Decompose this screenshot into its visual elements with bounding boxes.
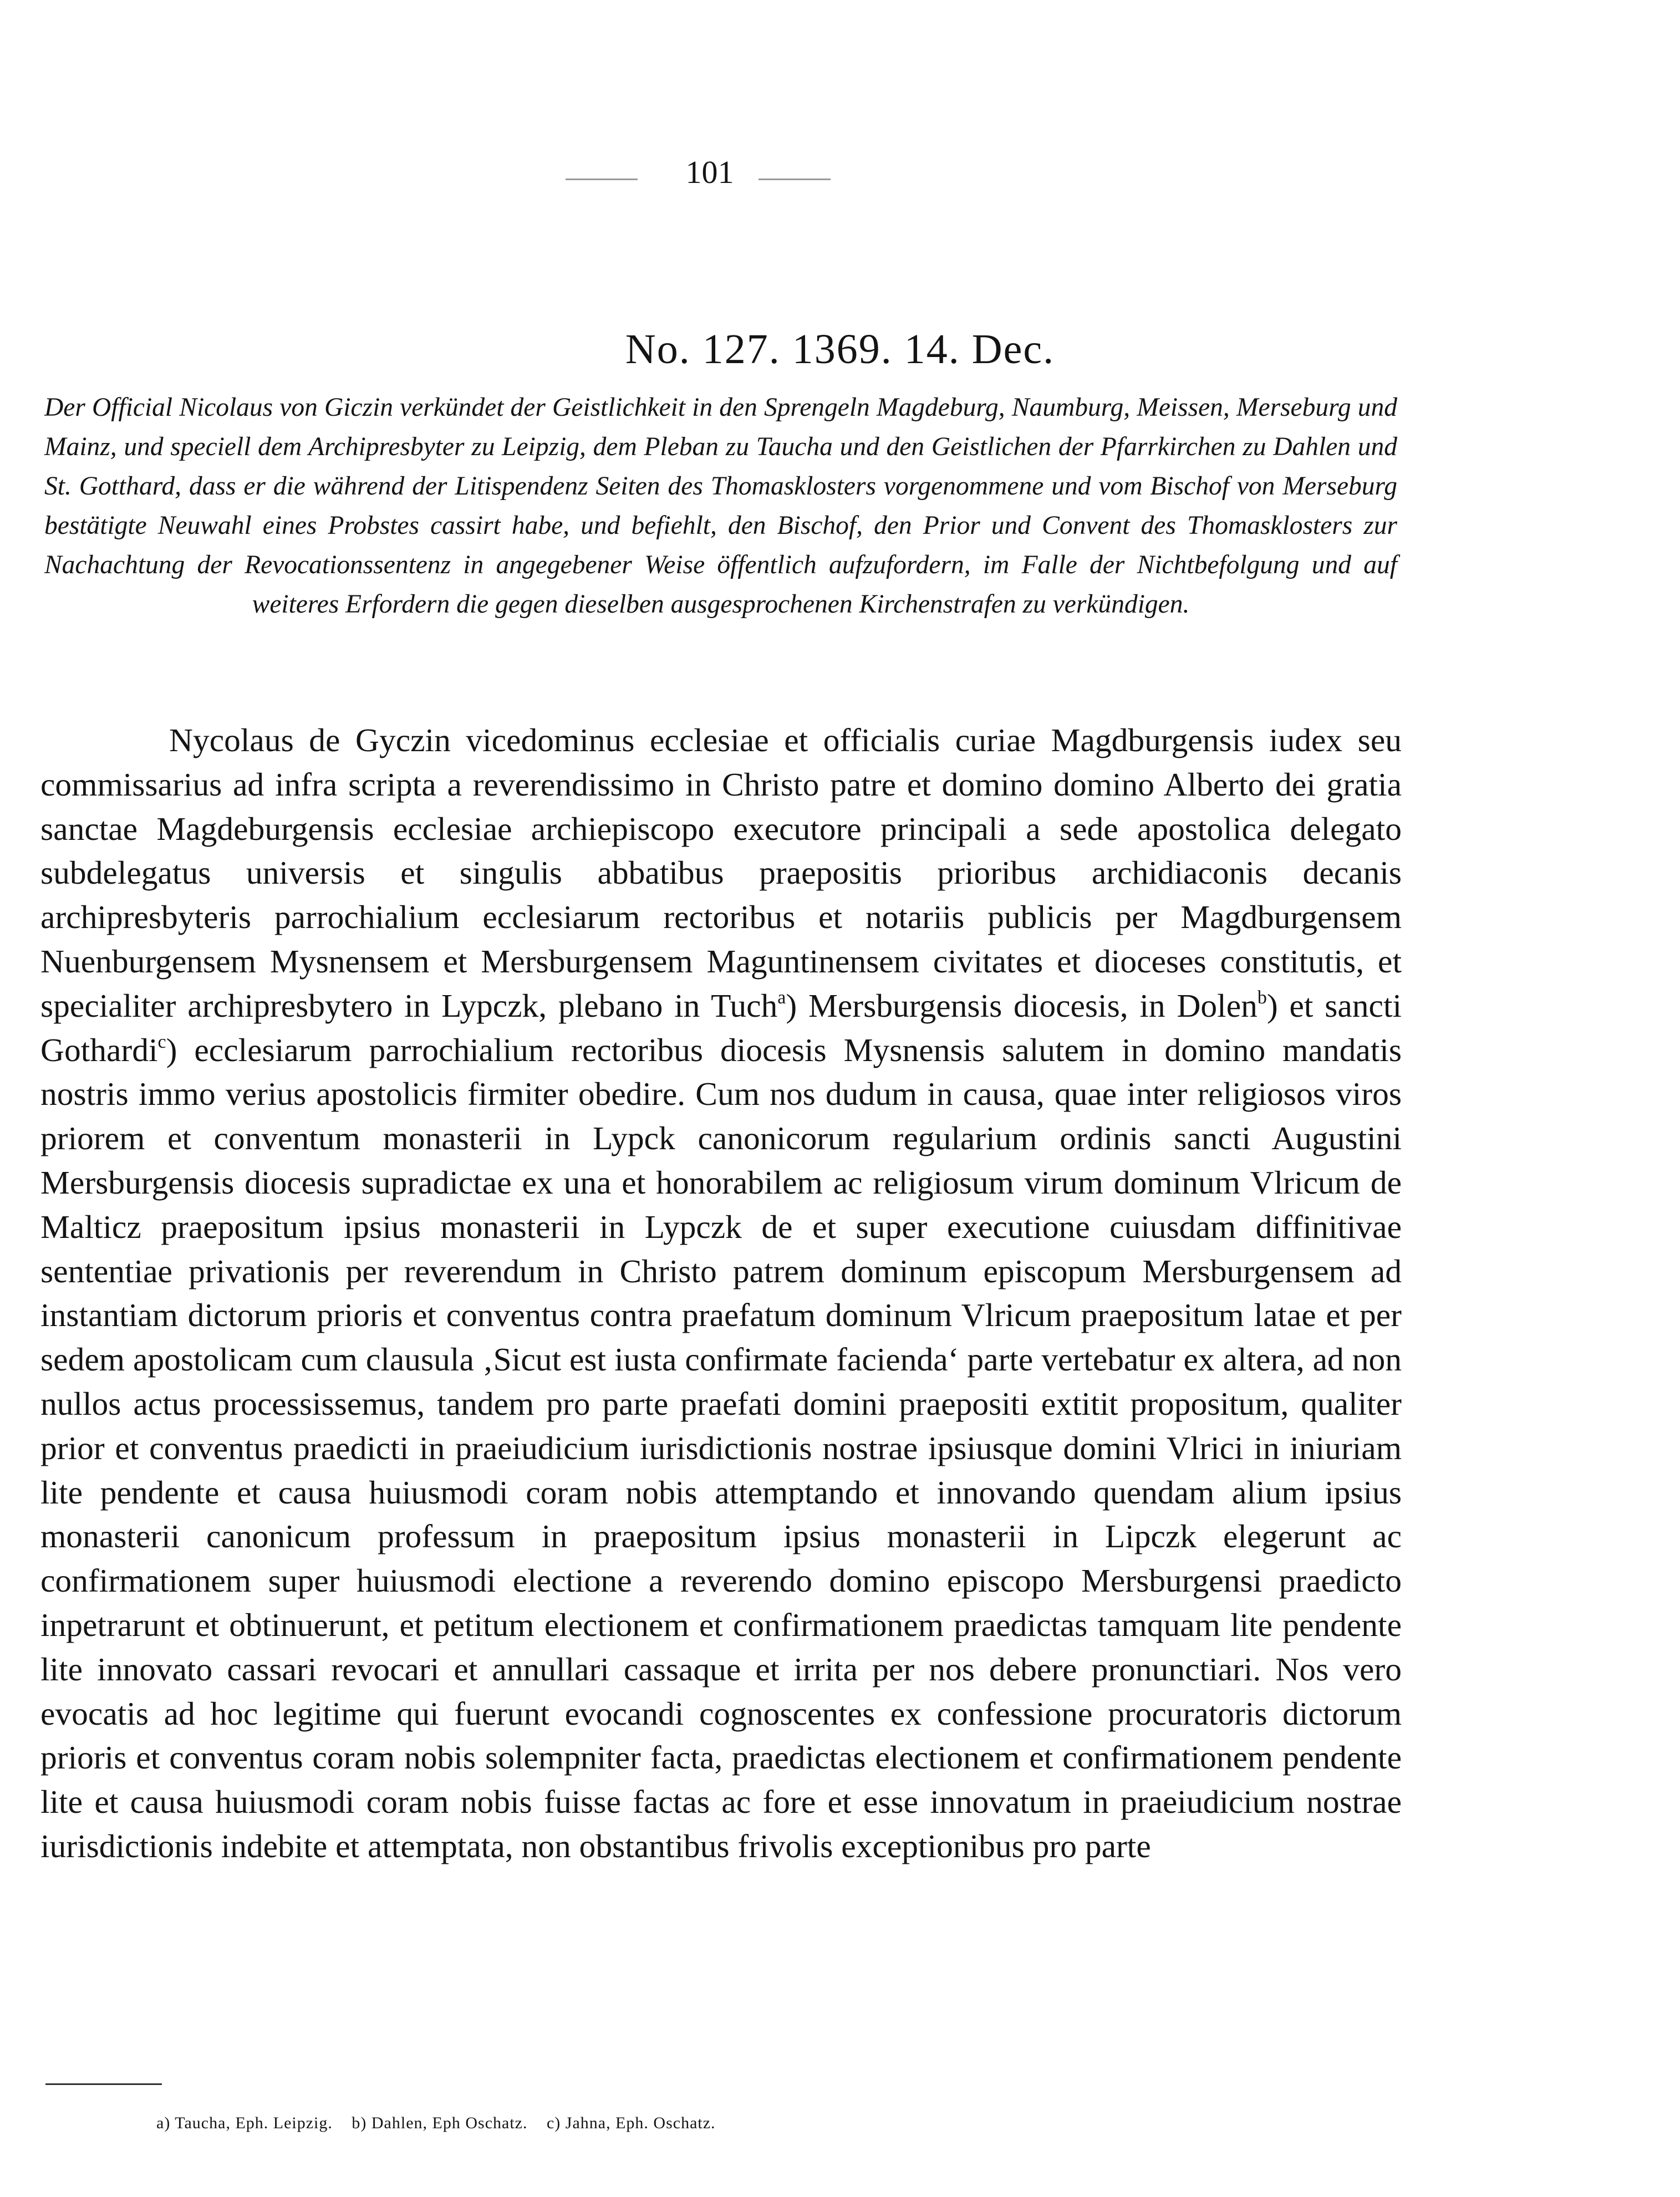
footnote-b: b) Dahlen, Eph Oschatz. — [352, 2114, 528, 2132]
footnote-c: c) Jahna, Eph. Oschatz. — [546, 2114, 716, 2132]
page-number-dash-right — [758, 179, 831, 180]
body-text-part-2: ) Mersburgensis diocesis, in Dolen — [786, 987, 1258, 1024]
document-body — [40, 718, 1402, 1869]
body-text-part-3: ) et sancti Gothardi — [40, 987, 1402, 1068]
page-number-dash-left — [566, 179, 638, 180]
document-heading: No. 127. 1369. 14. Dec. — [625, 326, 1055, 373]
body-text-part-4: ) ecclesiarum parrochialium rectoribus diocesis Mysnensis salutem in domino mandatis nostris immo verius apostolicis firmiter obedire. Cum nos dudum in causa, quae inter religiosos viros priorem et conventum monasterii in Lypck canonicorum regularium ordinis sancti Augustini Mersburgensis diocesis supradictae ex una et honorabilem ac religiosum virum dominum Vlricum de Malticz praepositum ipsius monasterii in Lypczk de et super executione cuiusdam diffinitivae sententiae privationis per reverendum in Christo patrem dominum episcopum Mersburgensem ad instantiam dictorum prioris et conventus contra praefatum dominum Vlricum praepositum latae et per sedem apostolicam cum clausula ‚Sicut est iusta confirmate facienda‘ parte vertebatur ex altera, ad non nullos actus processissemus, tandem pro parte praefati domini praepositi extitit propositum, qualiter prior et conventus praedicti in praeiudicium iurisdictionis nostrae ipsiusque domini Vlrici in iniuriam lite pendente et causa huiusmodi coram nobis attemptando et innovando quendam alium ipsius monasterii canonicum professum in praepositum ipsius monasterii in Lipczk elegerunt ac confirmationem super huiusmodi electione a reverendo domino episcopo Mersburgensi praedicto inpetrarunt et obtinuerunt, et petitum electionem et confirmationem praedictas tamquam lite pendente lite innovato cassari revocari et annullari cassaque et irrita per nos debere pronunctiari. Nos vero evocatis ad hoc legitime qui fuerunt evocandi cognoscentes ex confessione procuratoris dictorum prioris et conventus coram nobis solempniter facta, praedictas electionem et confirmationem pendente lite et causa huiusmodi coram nobis fuisse factas ac fore et esse innovatum in praeiudicium nostrae iurisdictionis indebite et attemptata, non obstantibus frivolis exceptionibus pro parte — [40, 1031, 1402, 1864]
page-number: 101 — [685, 154, 734, 190]
footnote-a: a) Taucha, Eph. Leipzig. — [156, 2114, 333, 2132]
footnotes — [156, 2112, 730, 2134]
footnote-marker-c: c — [157, 1031, 166, 1052]
document-summary: Der Official Nicolaus von Giczin verkündet der Geistlichkeit in den Sprengeln Magdeburg, Naumburg, Meissen, Merseburg und Mainz, und speciell dem Archipresbyter zu Leipzig, dem Pleban zu Taucha und den Geistlichen der Pfarrkirchen zu Dahlen und St. Gotthard, dass er die während der Litispendenz Seiten des Thomasklosters vorgenommene und vom Bischof von Merseburg bestätigte Neuwahl eines Probstes cassirt habe, und befiehlt, den Bischof, den Prior und Convent des Thomasklosters zur Nachachtung der Revocationssentenz in angegebener Weise öffentlich aufzufordern, im Falle der Nichtbefolgung und auf weiteres Erfordern die gegen dieselben ausgesprochenen Kirchenstrafen zu verkündigen. — [44, 393, 1397, 619]
footnote-marker-a: a — [777, 987, 786, 1008]
footnote-marker-b: b — [1257, 987, 1267, 1008]
footnote-divider — [45, 2083, 162, 2085]
body-text-part-1: Nycolaus de Gyczin vicedominus ecclesiae et officialis curiae Magdburgensis iudex seu commissarius ad infra scripta a reverendissimo in Christo patre et domino domino Alberto dei gratia sanctae Magdeburgensis ecclesiae archiepiscopo executore principali a sede apostolica delegato subdelegatus universis et singulis abbatibus praepositis prioribus archidiaconis decanis archipresbyteris parrochialium ecclesiarum rectoribus et notariis publicis per Magdburgensem Nuenburgensem Mysnensem et Mersburgensem Maguntinensem civitates et dioceses constitutis, et specialiter archipresbytero in Lypczk, plebano in Tuch — [40, 722, 1402, 1024]
